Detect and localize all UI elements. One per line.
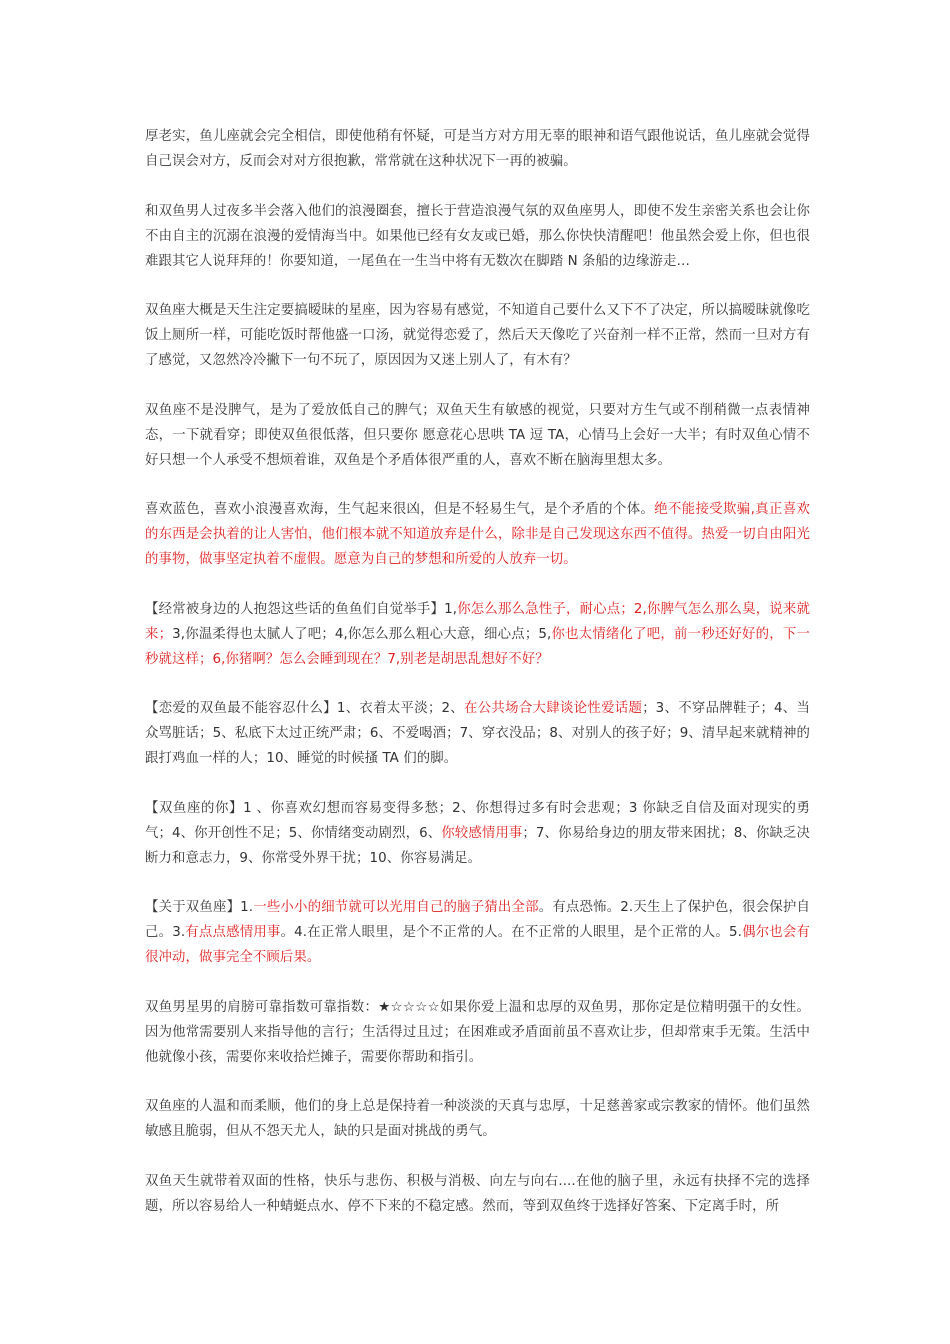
body-text: 厚老实，鱼儿座就会完全相信，即使他稍有怀疑，可是当方对方用无辜的眼神和语气跟他说话，鱼儿座就会觉得自己误会对方，反而会对对方很抱歉，常常就在这种状况下一再的被骗。 — [145, 129, 810, 169]
body-text: ；3、不穿品牌鞋子；4、当众骂脏话；5、私底下太过正统严肃；6、不爱喝酒；7、穿衣没品；8、对别人的孩子好；9、清早起来就精神的跟打鸡血一样的人；10、睡觉的时候搔 TA 们的脚。 — [145, 701, 810, 766]
body-text: 双鱼天生就带着双面的性格，快乐与悲伤、积极与消极、向左与向右....在他的脑子里，永远有抉择不完的选择题，所以容易给人一种蜻蜓点水、停不下来的不稳定感。然而，等到双鱼终于选择好答案、下定离手时，所 — [145, 1174, 810, 1214]
highlighted-text: 你怎么那么急性子，耐心点；2,你脾气怎么那么臭，说来就来； — [145, 602, 810, 642]
paragraph-about-pisces — [145, 895, 810, 970]
highlighted-text: 一些小小的细节就可以光用自己的脑子猜出全部 — [253, 900, 539, 915]
paragraph-fish-trust — [145, 124, 810, 174]
highlighted-text: 偶尔也会有很冲动，做事完全不顾后果。 — [145, 925, 810, 965]
body-text: 【恋爱的双鱼最不能容忍什么】1、衣着太平淡；2、 — [145, 701, 464, 716]
body-text: 。4.在正常人眼里，是个不正常的人。在不正常的人眼里，是个正常的人。5. — [280, 925, 742, 940]
body-text: 双鱼座的人温和而柔顺，他们的身上总是保持着一种淡淡的天真与忠厚，十足慈善家或宗教家的情怀。他们虽然敏感且脆弱，但从不怨天尤人，缺的只是面对挑战的勇气。 — [145, 1099, 810, 1139]
paragraph-dual-nature — [145, 1169, 810, 1219]
body-text: 。有点恐怖。2.天生上了保护色，很会保护自己。3. — [145, 900, 810, 940]
body-text: 【经常被身边的人抱怨这些话的鱼鱼们自觉举手】1, — [145, 602, 458, 617]
paragraph-temper — [145, 398, 810, 473]
body-text: 双鱼座不是没脾气，是为了爱放低自己的脾气；双鱼天生有敏感的视觉，只要对方生气或不削稍微一点表情神态，一下就看穿；即使双鱼很低落，但只要你 愿意花心思哄 TA 逗 TA，心情马上会好一大半；有时双鱼心情不好只想一个人承受不想烦着谁，双鱼是个矛盾体很严重的人，喜欢不断在脑海里想太多。 — [145, 403, 810, 468]
highlighted-text: 你也太情绪化了吧，前一秒还好好的，下一秒就这样；6,你猪啊？怎么会睡到现在？7,别老是胡思乱想好不好？ — [145, 627, 810, 667]
body-text: 和双鱼男人过夜多半会落入他们的浪漫圈套，擅长于营造浪漫气氛的双鱼座男人，即使不发生亲密关系也会让你不由自主的沉溺在浪漫的爱情海当中。如果他已经有女友或已婚，那么你快快清醒吧！他虽然会爱上你，但也很难跟其它人说拜拜的！你要知道，一尾鱼在一生当中将有无数次在脚踏 N 条船的边缘游走… — [145, 204, 810, 269]
highlighted-text: 绝不能接受欺骗,真正喜欢的东西是会执着的让人害怕，他们根本就不知道放弃是什么，除非是自己发现这东西不值得。热爱一切自由阳光的事物，做事坚定执着不虚假。愿意为自己的梦想和所爱的人放弃一切。 — [145, 502, 810, 567]
paragraph-love-intolerance — [145, 696, 810, 771]
paragraph-complaints — [145, 597, 810, 672]
paragraph-pisces-men-romance — [145, 199, 810, 274]
body-text: 3,你温柔得也太腻人了吧；4,你怎么那么粗心大意，细心点；5, — [172, 627, 552, 642]
paragraph-likes-blue — [145, 497, 810, 572]
paragraph-reliability-index — [145, 995, 810, 1070]
body-text: 【双鱼座的你】1 、你喜欢幻想而容易变得多愁；2、你想得过多有时会悲观；3 你缺乏自信及面对现实的勇气；4、你开创性不足；5、你情绪变动剧烈，6、 — [145, 801, 810, 841]
paragraph-you-pisces — [145, 796, 810, 871]
body-text: 喜欢蓝色，喜欢小浪漫喜欢海，生气起来很凶，但是不轻易生气，是个矛盾的个体。 — [145, 502, 655, 517]
highlighted-text: 有点点感情用事 — [185, 925, 281, 940]
paragraph-gentle-nature — [145, 1094, 810, 1144]
body-text: 双鱼男星男的肩膀可靠指数可靠指数：★☆☆☆☆如果你爱上温和忠厚的双鱼男，那你定是位精明强干的女性。因为他常需要别人来指导他的言行；生活得过且过；在困难或矛盾面前虽不喜欢让步，但却常束手无策。生活中他就像小孩，需要你来收拾烂摊子，需要你帮助和指引。 — [145, 1000, 810, 1065]
body-text: 双鱼座大概是天生注定要搞暧昧的星座，因为容易有感觉，不知道自己要什么又下不了决定，所以搞暧昧就像吃饭上厕所一样，可能吃饭时帮他盛一口汤，就觉得恋爱了，然后天天像吃了兴奋剂一样不正常，然而一旦对方有了感觉，又忽然冷冷撇下一句不玩了，原因因为又迷上别人了，有木有？ — [145, 303, 810, 368]
highlighted-text: 你较感情用事 — [441, 826, 523, 841]
paragraph-ambiguity — [145, 298, 810, 373]
body-text: 【关于双鱼座】1. — [145, 900, 254, 915]
body-text: ；7、你易给身边的朋友带来困扰；8、你缺乏决断力和意志力，9、你常受外界干扰；10、你容易满足。 — [145, 826, 810, 866]
highlighted-text: 在公共场合大肆谈论性爱话题 — [464, 701, 643, 716]
